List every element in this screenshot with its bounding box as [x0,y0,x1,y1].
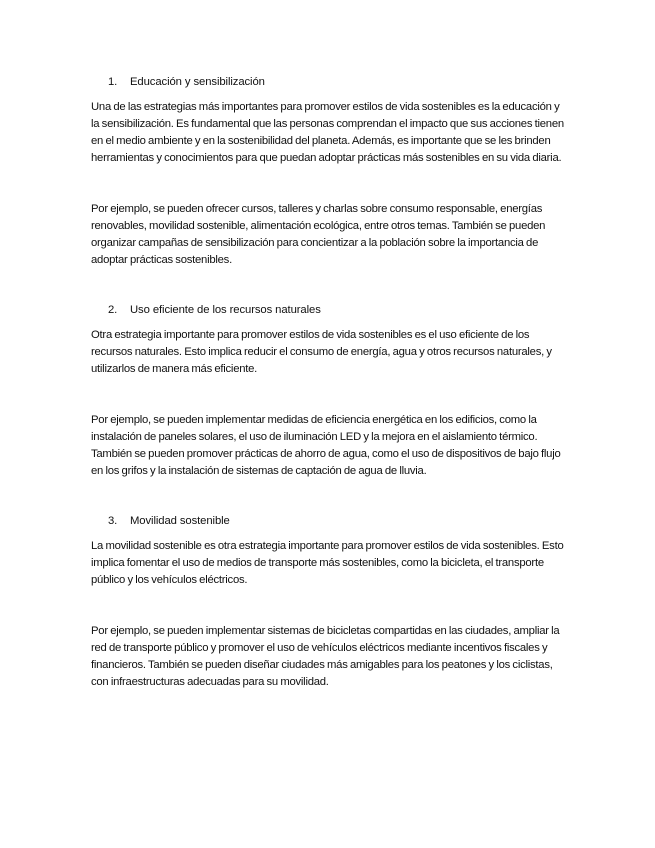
paragraph: La movilidad sostenible es otra estrategia importante para promover estilos de vida sostenibles. Esto implica fomentar el uso de medios de transporte más sostenibles, como la bicicleta, el transporte público y los vehículos eléctricos. [91,540,564,586]
section-title: Movilidad sostenible [130,515,230,527]
section-heading-educacion [91,74,565,90]
section-title: Educación y sensibilización [130,76,265,88]
section-number: 2. [108,304,118,316]
section-number: 1. [108,76,118,88]
paragraph: Por ejemplo, se pueden ofrecer cursos, talleres y charlas sobre consumo responsable, energías renovables, movilidad sostenible, alimentación ecológica, entre otros temas. También se pueden organizar campañas de sensibilización para concientizar a la población sobre la importancia de adoptar prácticas sostenibles. [91,203,546,266]
paragraph: Por ejemplo, se pueden implementar sistemas de bicicletas compartidas en las ciudades, ampliar la red de transporte público y promover el uso de vehículos eléctricos mediante incentivos fiscales y financieros. También se pueden diseñar ciudades más amigables para los peatones y los ciclistas, con infraestructuras adecuadas para su movilidad. [91,625,560,688]
section-title: Uso eficiente de los recursos naturales [130,304,321,316]
document-body [91,74,565,691]
section-number: 3. [108,515,118,527]
paragraph: Otra estrategia importante para promover estilos de vida sostenibles es el uso eficiente de los recursos naturales. Esto implica reducir el consumo de energía, agua y otros recursos naturales, y utilizarlos de manera más eficiente. [91,329,552,375]
paragraph: Por ejemplo, se pueden implementar medidas de eficiencia energética en los edificios, como la instalación de paneles solares, el uso de iluminación LED y la mejora en el aislamiento térmico. También se pueden promover prácticas de ahorro de agua, como el uso de dispositivos de bajo flujo en los grifos y la instalación de sistemas de captación de agua de lluvia. [91,414,561,477]
paragraph: Una de las estrategias más importantes para promover estilos de vida sostenibles es la educación y la sensibilización. Es fundamental que las personas comprendan el impacto que sus acciones tienen en el medio ambiente y en la sostenibilidad del planeta. Además, es importante que se les brinden herramientas y conocimientos para que puedan adoptar prácticas más sostenibles en su vida diaria. [91,101,564,164]
section-heading-movilidad [91,513,565,529]
section-heading-recursos [91,302,565,318]
